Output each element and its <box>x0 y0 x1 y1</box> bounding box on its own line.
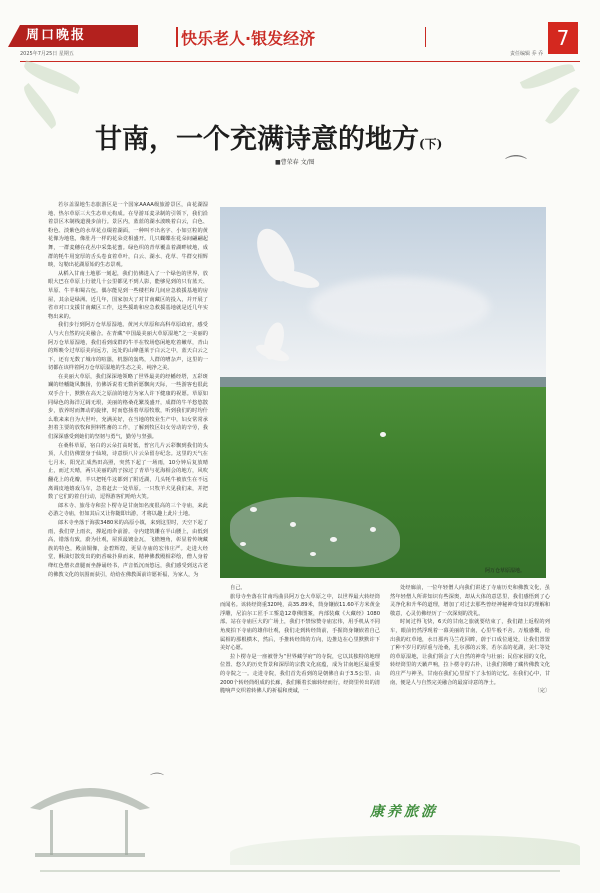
seagull-figure <box>290 522 296 527</box>
willow-leaf-decoration <box>520 59 575 94</box>
headline-text: 甘南，一个充满诗意的地方 <box>95 124 419 155</box>
swallow-icon: ⌒ <box>505 155 528 180</box>
paragraph: 从稻入甘南土地那一刻起，我们仿佛进入了一个绿色的世界，放眼大巴在草原上行驶几十公里都见不到人影，能够见到的只有蓝天、草原、牛羊和蜀古包。偶尔能见到一些楼栏和几间应急救援基地的房屋，其余是绿洲。近几年，国家加大了对甘南藏区的投入，并开展了省市对口支援甘南藏区工作，这些援助和应急救援基地就是近几年实物出来的。 <box>48 270 208 320</box>
header-rule <box>20 61 580 62</box>
article-headline <box>95 117 535 156</box>
paragraph: 在桑科草原，宿白的云朵打高时低，普宫几片云彩飘到我们的头顶，人们仿佛置身于仙境，诗意烦八片云朵留存纪念。这里的天气在七月末，阳光汇成热田高照，突然下起了一场雨，10分钟后复放晴止，而过天晴，两只美丽的鸽子掠过了青草与花海相会的地方，风吹翻花上的花瓣，羊只把牦牛这都到了附近湖，几头牦牛被放生在不远离调皮地嬉戏马车，急着赶去一处草原。一只牧羊犬见我们来，并把数了它们的着自行动，逗得游客们哈哈大笑。 <box>48 442 208 501</box>
willow-leaf-decoration <box>19 83 60 129</box>
end-mark: 〔完〕 <box>534 688 550 695</box>
paragraph: 时间过得飞快，6天的甘南之旅就要结束了，我们踏上返程的列车，眼前仍然浮现着一幕美丽的甘南，心里牛般不舍。万般感慨，给出我的红草地，水日那内马兰花回眸，蔚于口成位通处，让我们置置了种不岁月的厚重与沧桑，扎尔那的云雾，若尔盖的花湖，美仁等处的草原湿地，让我们领会了大自然的神奇与壮丽；民俗家园的文化，转经筒里的天籁声响，拉卜楞寺的古朴，让我们领略了藏传佛教文化的庄严与神圣，甘南在我们心里留下了永恒的记忆。在我们心中，甘南，便是人与自然完美融合的最富诗意的净土。 <box>390 619 550 686</box>
article-column-left <box>48 201 208 716</box>
page-number: 7 <box>548 22 578 54</box>
footer-label: 康养旅游 <box>370 804 438 820</box>
photo-cloud <box>310 277 490 337</box>
pavilion-icon <box>20 748 160 868</box>
seagull-figure <box>330 537 337 542</box>
section-divider <box>176 27 178 47</box>
byline: ■曹荣春 文/图 <box>275 159 315 166</box>
paragraph: 拉卜楞寺是一座被誉为“世界藏学府”的寺院，它以其独特的地理位置、悠久的历史背景和深厚的宗教文化底蕴，成为甘南地区最重要的寺院之一。走进寺院，我们首先看到的是朝佛自由于3.5公里、由2000个转经筒组成的长廊，我们顺着长廊转经而行，经筒里传出的清脆响声交织着转佛人的祈福和虔诚，一 <box>220 653 380 695</box>
article-column-middle <box>220 584 380 714</box>
paragraph: 旅母寺坐落在甘南玛曲县阿万仓大草原之中，以世界最大转经筒而闻名。该转经筒重320吨，高35.89米，筒身镶嵌11.60平方米黄金浮雕，尼泊尔工匠手工錾造12尊佛图案，内部装藏《大藏经》1080部。站在寺庙巨大的广场上，我们不禁惊赞寺庙宏伟，用手机从不同角度拍下寺庙的雄伟壮观，我们走到转经筒前，手握筒身镶嵌着自己属相的那根横木，然后，手推转经筒的方向，边推边在心里默默许下美好心愿。 <box>220 593 380 652</box>
paragraph: 自己。 <box>230 585 246 591</box>
photo-caption: 阿万仓草原湿地。 <box>485 568 526 574</box>
paragraph: 郎木寺坐落于海拔3480米的高原小镇，来到这里时，天空下起了雨，我们穿上雨衣，撑起雨伞前游。寺内建筑雕在半山腰上，由低到高，错落有致，蔚为壮观，屋顶最镀金瓦，飞檐翘角，彰显着传统藏族的特色，殿前铜像，金碧辉煌，更显寺庙的宏伟庄严。走进大经堂，酥油灯散发出的奶香味扑鼻而来，精神佛教殿相彩绘，僧人身着绛红色僧衣盘腿而坐静诵经书，声音低沉而悠远，我们感受到这古老的佛教文化的氛围而获引，给给在佛教面前许愿祈福，为家人，为 <box>48 519 208 578</box>
section-title: 快乐老人·银发经济 <box>181 29 316 48</box>
swallow-icon: ⌒ <box>150 773 164 789</box>
paragraph: 若尔盖湿地生态旅游区是一个国家AAAA级旅游景区，由花湖湿地、热尔草原三大生态单元构成。在导游耳麦录制的引领下，我们沿着景区木制栈道漫步前行。景区内，蓝蓝的湖水波映着白云，白色、粉色、淡紫色的水草花点缀着湖面，一种叫不出名字、小如豆粒的黄花像为地毯，像肚丹一样的花朵竞相盛开。几只蝴蝶在花朵间翩翩起舞，一群麦穗在花丛中采集花蜜。绿色织的青草覆盖着湖畔坡地，成群的牦牛用宽厚的舌头卷食着草叶，白云、湖水、花草、牛群交相辉映，勾勒出花湖原始的生态景观。 <box>48 202 208 269</box>
seagull-figure <box>240 542 246 546</box>
willow-leaf-decoration <box>545 84 580 127</box>
headline-suffix: (下) <box>419 137 443 151</box>
article-column-right <box>390 584 550 714</box>
section-divider <box>425 27 426 47</box>
seagull-figure <box>310 552 316 556</box>
paragraph: 处经廊前，一位年轻僧人向我们讲述了寺庙历史和佛教文化，虽然年轻僧人所讲知识有些深奥，却从大体的意思里，我们感悟到了心灵净化和升华的道理，增加了对过去那些曾经神秘神奇知识的理解和敬意，心灵仿佛经历了一次深刻的洗礼。 <box>390 585 550 617</box>
seagull-figure <box>250 507 257 512</box>
footer-rule <box>40 870 560 872</box>
paragraph: 我们步行到阿万仓草原湿地。黄河大草原和高科草原政府，感受人与大自然的完美融合。在青藏“中国最美丽大草原湿地”之一美丽的阿万仓草原湿地，我们看到成群的牛羊在牧场悠闲地吃着嫩草，青山的辉映令过草原美向远方，远处的山峰蓬莱于白云之中，蓝天白云之下，还有无数了城市的喧嚣，机器的轰鸣，人群的嘈杂声，这里的一切都在该样着阿万仓草原湿地的生态之美、纯净之美。 <box>48 322 208 372</box>
editor-credit: 责任编辑 乔 乔 <box>510 51 544 57</box>
paragraph: 郎木寺、旅母寺和拉卜楞寺是甘南知名度很高的三个寺庙，来此必游之寺庙，但如其后又让你随即出游，才将以趣上此片土地。 <box>48 502 208 518</box>
paragraph: 在美丽大草原，我们深深地领略了世界最美的经幡经塔，五彩斑斓的经幡随风飘扬，仿佛诉说着无数祈愿飘向天际，一些游客也很此双手合十，默默在高天之原前的地方为家人许下健康的祝愿。草原如同绿色的海洋辽阔无垠，美丽的格桑花繁茂盛开，成群的牛羊悠悠散步，放养时而舞动的旋律，时而悠扬着草原牧歌，听到我们的时均什么歌来来自为大世叶，充满美好，在当地的牧业生产中，妇女常常承担着主要的放牧和照料牲畜的工作，了解到牧区妇女劳动的辛劳，我们深深感受到她们的坚韧与勇气，勤劳与坚强。 <box>48 373 208 441</box>
seagull-figure <box>380 432 386 437</box>
newspaper-logo: 周口晚报 <box>20 25 138 47</box>
seagull-figure <box>370 527 376 532</box>
wetland-photo <box>220 207 546 578</box>
issue-date: 2025年7月25日 星期五 <box>20 51 74 57</box>
